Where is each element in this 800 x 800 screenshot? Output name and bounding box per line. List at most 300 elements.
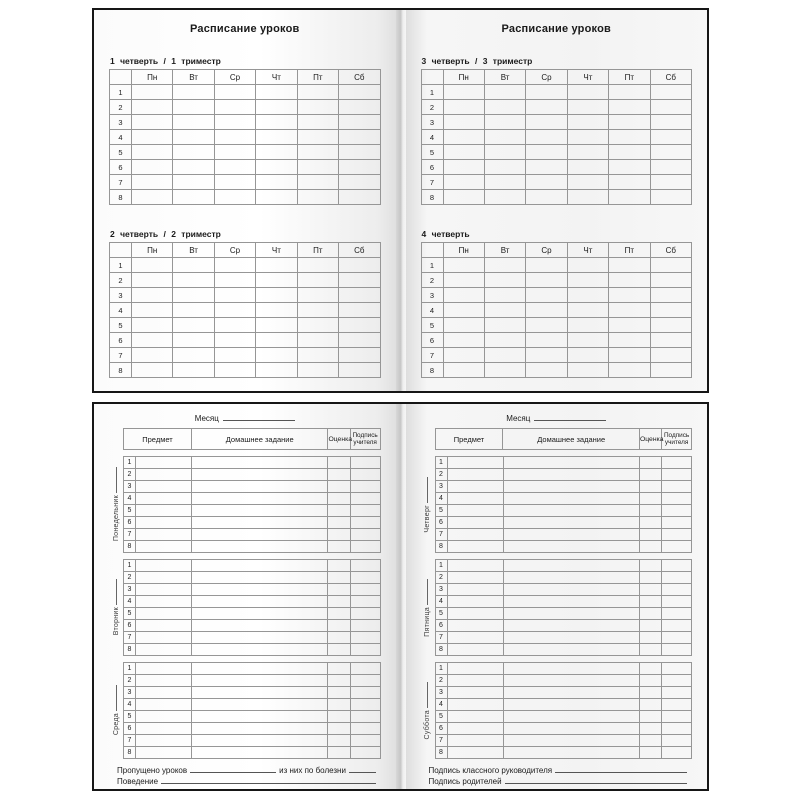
lesson-number-cell: 8	[435, 747, 447, 759]
lesson-row	[421, 115, 692, 130]
empty-lesson-cell	[443, 258, 484, 273]
empty-lesson-cell	[132, 175, 173, 190]
empty-lesson-cell	[173, 318, 214, 333]
empty-lesson-cell	[256, 100, 297, 115]
diary-table-tuesday	[123, 559, 381, 656]
diary-row	[435, 632, 692, 644]
diary-row	[435, 596, 692, 608]
grade-cell	[328, 560, 350, 572]
signature-cell	[662, 596, 692, 608]
book-spine	[396, 10, 406, 391]
lesson-number-cell: 6	[435, 517, 447, 529]
subject-column-header: Предмет	[435, 429, 503, 450]
subject-cell	[447, 517, 503, 529]
weekday-header-row	[421, 243, 692, 258]
empty-lesson-cell	[609, 333, 650, 348]
weekday-header-cell: Чт	[567, 70, 608, 85]
empty-lesson-cell	[339, 190, 380, 205]
weekday-header-cell: Ср	[526, 243, 567, 258]
day-block-friday	[421, 559, 693, 656]
diary-row	[124, 469, 381, 481]
day-label-column	[109, 662, 123, 759]
empty-lesson-cell	[297, 190, 338, 205]
signature-cell	[350, 596, 380, 608]
signature-cell	[662, 469, 692, 481]
lesson-number-cell: 5	[435, 505, 447, 517]
signature-cell	[662, 493, 692, 505]
diary-row	[124, 644, 381, 656]
homework-cell	[503, 663, 639, 675]
lesson-number-cell: 4	[124, 493, 136, 505]
empty-lesson-cell	[443, 288, 484, 303]
empty-lesson-cell	[173, 115, 214, 130]
empty-lesson-cell	[173, 258, 214, 273]
diary-row	[435, 457, 692, 469]
lesson-row	[110, 175, 381, 190]
lesson-row	[421, 273, 692, 288]
empty-lesson-cell	[132, 273, 173, 288]
signature-cell	[662, 481, 692, 493]
month-blank-line	[223, 420, 295, 421]
empty-lesson-cell	[609, 363, 650, 378]
weekday-header-cell: Вт	[484, 243, 525, 258]
subject-cell	[136, 469, 192, 481]
schedule-block-q2	[109, 229, 381, 378]
empty-lesson-cell	[526, 100, 567, 115]
empty-lesson-cell	[132, 258, 173, 273]
day-label: Понедельник	[112, 495, 120, 542]
lesson-number-cell: 6	[421, 333, 443, 348]
homework-cell	[503, 529, 639, 541]
signature-cell	[350, 747, 380, 759]
empty-lesson-cell	[526, 85, 567, 100]
lesson-number-cell: 3	[110, 288, 132, 303]
diary-row	[435, 747, 692, 759]
class-teacher-signature-label: Подпись классного руководителя	[428, 766, 553, 775]
empty-lesson-cell	[132, 348, 173, 363]
lesson-number-cell: 6	[124, 620, 136, 632]
subject-cell	[136, 560, 192, 572]
day-label: Суббота	[424, 709, 431, 740]
day-label: Пятница	[424, 606, 431, 637]
signature-cell	[350, 505, 380, 517]
homework-cell	[503, 457, 639, 469]
day-label-column	[421, 456, 435, 553]
subject-cell	[447, 711, 503, 723]
homework-cell	[192, 608, 328, 620]
empty-lesson-cell	[173, 190, 214, 205]
weekday-header-cell: Пн	[443, 243, 484, 258]
subject-column-header: Предмет	[124, 429, 192, 450]
diary-row	[124, 608, 381, 620]
diary-header-row	[435, 429, 692, 450]
empty-lesson-cell	[297, 85, 338, 100]
weekday-header-cell: Пт	[609, 70, 650, 85]
empty-lesson-cell	[484, 115, 525, 130]
lesson-number-cell: 1	[421, 85, 443, 100]
empty-lesson-cell	[443, 145, 484, 160]
lesson-number-cell: 8	[435, 541, 447, 553]
signature-cell	[662, 663, 692, 675]
empty-lesson-cell	[484, 348, 525, 363]
empty-lesson-cell	[650, 348, 691, 363]
homework-cell	[503, 644, 639, 656]
lesson-number-cell: 8	[124, 541, 136, 553]
lesson-number-cell: 1	[110, 85, 132, 100]
empty-lesson-cell	[339, 160, 380, 175]
subject-cell	[136, 608, 192, 620]
empty-lesson-cell	[297, 288, 338, 303]
lesson-number-cell: 1	[435, 560, 447, 572]
signature-cell	[662, 735, 692, 747]
diary-row	[124, 541, 381, 553]
day-bracket-line	[116, 467, 117, 493]
grade-cell	[328, 687, 350, 699]
lesson-number-cell: 3	[124, 481, 136, 493]
empty-lesson-cell	[173, 363, 214, 378]
lesson-row	[110, 160, 381, 175]
empty-lesson-cell	[526, 348, 567, 363]
homework-cell	[192, 675, 328, 687]
empty-lesson-cell	[297, 333, 338, 348]
subject-cell	[136, 572, 192, 584]
lesson-row	[110, 273, 381, 288]
weekday-header-cell: Сб	[650, 70, 691, 85]
schedule-page-right	[406, 10, 708, 391]
diary-row	[435, 644, 692, 656]
diary-table-saturday	[435, 662, 693, 759]
empty-lesson-cell	[484, 175, 525, 190]
weekday-header-row	[421, 70, 692, 85]
empty-lesson-cell	[650, 288, 691, 303]
empty-lesson-cell	[297, 160, 338, 175]
grade-cell	[328, 505, 350, 517]
grade-cell	[328, 644, 350, 656]
empty-lesson-cell	[297, 115, 338, 130]
empty-lesson-cell	[132, 303, 173, 318]
empty-lesson-cell	[567, 288, 608, 303]
homework-cell	[503, 469, 639, 481]
behavior-blank	[161, 783, 375, 784]
signature-cell	[350, 735, 380, 747]
lesson-number-cell: 5	[124, 711, 136, 723]
grade-cell	[639, 469, 661, 481]
quarter-label: 2 четверть / 2 триместр	[110, 229, 221, 239]
lesson-row	[110, 363, 381, 378]
diary-row	[124, 675, 381, 687]
empty-lesson-cell	[443, 85, 484, 100]
signature-cell	[350, 457, 380, 469]
empty-lesson-cell	[214, 190, 255, 205]
behavior-label: Поведение	[117, 777, 159, 786]
diary-row	[435, 663, 692, 675]
diary-row	[435, 572, 692, 584]
signature-cell	[662, 620, 692, 632]
diary-row	[435, 687, 692, 699]
day-bracket-line	[427, 579, 428, 605]
homework-cell	[192, 735, 328, 747]
grade-cell	[639, 560, 661, 572]
grade-cell	[328, 469, 350, 481]
diary-row	[435, 699, 692, 711]
empty-lesson-cell	[173, 273, 214, 288]
lesson-number-cell: 3	[421, 288, 443, 303]
empty-lesson-cell	[297, 363, 338, 378]
diary-row	[435, 608, 692, 620]
lesson-number-cell: 4	[435, 493, 447, 505]
class-teacher-signature-line	[429, 764, 691, 775]
homework-cell	[503, 541, 639, 553]
empty-lesson-cell	[214, 85, 255, 100]
lesson-row	[421, 190, 692, 205]
empty-lesson-cell	[339, 303, 380, 318]
quarter-label: 3 четверть / 3 триместр	[421, 56, 533, 66]
month-line	[109, 411, 381, 423]
grade-cell	[639, 620, 661, 632]
teacher-signature-column-header: Подпись учителя	[662, 429, 692, 450]
signature-cell	[662, 560, 692, 572]
empty-lesson-cell	[256, 348, 297, 363]
empty-lesson-cell	[484, 273, 525, 288]
diary-row	[124, 560, 381, 572]
lesson-row	[421, 130, 692, 145]
empty-lesson-cell	[443, 130, 484, 145]
lesson-row	[110, 348, 381, 363]
empty-lesson-cell	[609, 115, 650, 130]
schedule-spread	[92, 8, 709, 393]
subject-cell	[447, 620, 503, 632]
homework-cell	[503, 687, 639, 699]
homework-cell	[503, 632, 639, 644]
diary-row	[435, 517, 692, 529]
subject-cell	[447, 481, 503, 493]
schedule-table-q1	[109, 69, 381, 205]
empty-lesson-cell	[609, 145, 650, 160]
homework-cell	[192, 517, 328, 529]
subject-cell	[136, 644, 192, 656]
empty-lesson-cell	[484, 318, 525, 333]
homework-cell	[192, 529, 328, 541]
weekday-header-cell: Ср	[214, 243, 255, 258]
empty-lesson-cell	[650, 160, 691, 175]
empty-lesson-cell	[297, 258, 338, 273]
quarter-label: 1 четверть / 1 триместр	[110, 56, 221, 66]
signature-cell	[350, 687, 380, 699]
subject-cell	[136, 596, 192, 608]
empty-lesson-cell	[443, 115, 484, 130]
empty-lesson-cell	[214, 130, 255, 145]
empty-lesson-cell	[526, 258, 567, 273]
lesson-row	[421, 258, 692, 273]
empty-lesson-cell	[650, 115, 691, 130]
subject-cell	[447, 505, 503, 517]
diary-row	[435, 560, 692, 572]
subject-cell	[447, 541, 503, 553]
diary-row	[435, 620, 692, 632]
grade-cell	[639, 584, 661, 596]
weekday-header-cell: Пт	[609, 243, 650, 258]
empty-lesson-cell	[650, 303, 691, 318]
empty-lesson-cell	[567, 303, 608, 318]
empty-lesson-cell	[214, 363, 255, 378]
day-block-monday	[109, 456, 381, 553]
day-label: Четверг	[424, 504, 431, 533]
diary-left-footer	[117, 764, 379, 786]
homework-cell	[503, 699, 639, 711]
lesson-number-cell: 5	[110, 318, 132, 333]
empty-lesson-cell	[526, 190, 567, 205]
empty-lesson-cell	[339, 175, 380, 190]
empty-lesson-cell	[256, 85, 297, 100]
diary-columns-header	[123, 428, 381, 450]
empty-lesson-cell	[297, 100, 338, 115]
empty-lesson-cell	[609, 303, 650, 318]
subject-cell	[447, 560, 503, 572]
book-spine	[396, 404, 406, 789]
diary-row	[124, 481, 381, 493]
sick-label: из них по болезни	[279, 766, 346, 775]
homework-cell	[503, 505, 639, 517]
homework-cell	[503, 723, 639, 735]
empty-lesson-cell	[526, 363, 567, 378]
signature-cell	[662, 608, 692, 620]
homework-cell	[192, 505, 328, 517]
diary-row	[435, 711, 692, 723]
diary-row	[435, 481, 692, 493]
weekday-header-row	[110, 243, 381, 258]
subject-cell	[136, 663, 192, 675]
grade-cell	[328, 517, 350, 529]
empty-lesson-cell	[609, 175, 650, 190]
subject-cell	[136, 517, 192, 529]
grade-cell	[639, 699, 661, 711]
day-label-column	[109, 559, 123, 656]
behavior-line	[117, 775, 379, 786]
empty-lesson-cell	[132, 318, 173, 333]
diary-row	[435, 675, 692, 687]
empty-lesson-cell	[256, 273, 297, 288]
empty-lesson-cell	[443, 363, 484, 378]
lesson-number-cell: 4	[435, 596, 447, 608]
lesson-number-cell: 4	[110, 303, 132, 318]
homework-cell	[192, 711, 328, 723]
empty-lesson-cell	[650, 333, 691, 348]
grade-cell	[639, 675, 661, 687]
lesson-number-cell: 2	[435, 469, 447, 481]
schedule-block-q4	[421, 229, 693, 378]
empty-lesson-cell	[132, 363, 173, 378]
empty-lesson-cell	[214, 333, 255, 348]
day-block-tuesday	[109, 559, 381, 656]
empty-lesson-cell	[567, 258, 608, 273]
day-bracket-line	[116, 685, 117, 711]
empty-lesson-cell	[339, 85, 380, 100]
subject-cell	[447, 644, 503, 656]
signature-cell	[350, 493, 380, 505]
empty-lesson-cell	[443, 190, 484, 205]
lesson-number-cell: 3	[435, 584, 447, 596]
lesson-number-cell: 4	[435, 699, 447, 711]
grade-cell	[639, 632, 661, 644]
weekday-header-cell: Ср	[214, 70, 255, 85]
lesson-number-cell: 2	[421, 273, 443, 288]
empty-lesson-cell	[132, 333, 173, 348]
empty-lesson-cell	[484, 258, 525, 273]
weekday-header-cell: Чт	[256, 243, 297, 258]
empty-lesson-cell	[609, 288, 650, 303]
corner-cell	[110, 243, 132, 258]
empty-lesson-cell	[609, 258, 650, 273]
empty-lesson-cell	[132, 190, 173, 205]
diary-row	[124, 687, 381, 699]
grade-column-header: Оценка	[639, 429, 661, 450]
empty-lesson-cell	[484, 85, 525, 100]
empty-lesson-cell	[173, 160, 214, 175]
subject-cell	[447, 572, 503, 584]
subject-cell	[447, 529, 503, 541]
empty-lesson-cell	[132, 160, 173, 175]
subject-cell	[447, 608, 503, 620]
lesson-number-cell: 4	[421, 130, 443, 145]
day-bracket-line	[427, 682, 428, 708]
grade-cell	[328, 572, 350, 584]
diary-row	[124, 632, 381, 644]
empty-lesson-cell	[609, 160, 650, 175]
empty-lesson-cell	[339, 363, 380, 378]
grade-cell	[639, 723, 661, 735]
lesson-number-cell: 1	[124, 663, 136, 675]
grade-cell	[639, 608, 661, 620]
lesson-row	[421, 348, 692, 363]
missed-lessons-blank	[190, 772, 276, 773]
lesson-row	[110, 318, 381, 333]
day-label-column	[421, 559, 435, 656]
grade-column-header: Оценка	[328, 429, 350, 450]
subject-cell	[136, 711, 192, 723]
sick-blank	[349, 772, 376, 773]
signature-cell	[350, 584, 380, 596]
signature-cell	[350, 469, 380, 481]
lesson-row	[110, 100, 381, 115]
grade-cell	[328, 481, 350, 493]
diary-row	[124, 529, 381, 541]
lesson-number-cell: 6	[421, 160, 443, 175]
lesson-number-cell: 8	[110, 190, 132, 205]
grade-cell	[328, 541, 350, 553]
empty-lesson-cell	[609, 318, 650, 333]
empty-lesson-cell	[609, 130, 650, 145]
signature-cell	[350, 541, 380, 553]
lesson-number-cell: 2	[124, 572, 136, 584]
lesson-number-cell: 5	[421, 145, 443, 160]
empty-lesson-cell	[339, 115, 380, 130]
empty-lesson-cell	[214, 145, 255, 160]
grade-cell	[639, 493, 661, 505]
lesson-row	[421, 363, 692, 378]
grade-cell	[639, 735, 661, 747]
empty-lesson-cell	[567, 115, 608, 130]
lesson-number-cell: 8	[124, 644, 136, 656]
grade-cell	[328, 675, 350, 687]
signature-cell	[350, 675, 380, 687]
weekday-header-cell: Вт	[173, 70, 214, 85]
lesson-number-cell: 5	[110, 145, 132, 160]
empty-lesson-cell	[484, 303, 525, 318]
lesson-number-cell: 2	[124, 675, 136, 687]
empty-lesson-cell	[339, 348, 380, 363]
signature-cell	[350, 644, 380, 656]
lesson-number-cell: 6	[435, 723, 447, 735]
